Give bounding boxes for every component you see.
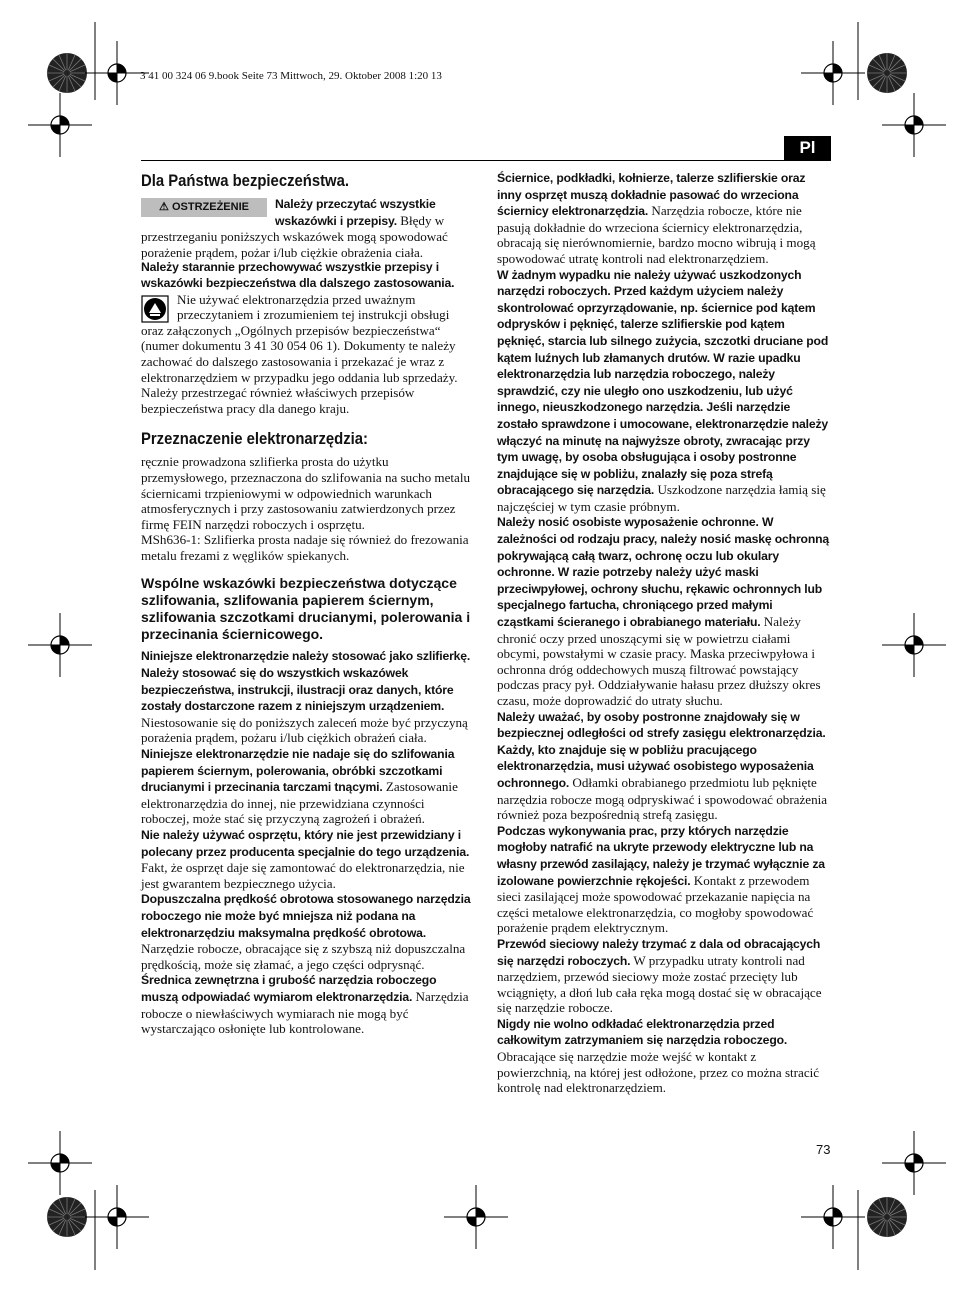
manual-paragraph: Nie używać elektronarzędzia przed uważnym przeczytaniem i zrozumieniem tej instrukcji obsługi oraz załączonych „Ogólnych przepisów bezpieczeństwa“ (numer dokumentu 3 41 30 054 06 1). Dokumenty te należy zachować do dalszego zastosowania i przekazać je wraz z elektronarzędziem w przypadku jego oddania lub sprzedaży.: [141, 291, 458, 385]
right-para-2: W żadnym wypadku nie należy używać uszkodzonych narzędzi roboczych. Przed każdym użyciem należy skontrolować oprzyrządowanie, np. ściernice pod kątem odprysków i pęknięć, talerze szlifierskie pod kątem pęknięć, starcia lub silnego zużycia, szczotki druciane pod kątem luźnych lub złamanych drutów. W razie upadku elektronarzędzia lub narzędzia roboczego, należy sprawdzić, czy nie uległo ono uszkodzeniu, lub użyć innego, nieuszkodzonego narzędzia. Jeśli narzędzie zostało sprawdzone i umocowane, elektronarzędzie należy włączyć na minutę na najwyższe obroty, zwracając przy tym uwagę, by osoba obsługująca i osoby postronne znajdujące się w pobliżu, znalazły się poza strefą obracającego się narzędzia. Uszkodzone narzędzia łamią się najczęściej w tym czasie próbnym.: [497, 267, 829, 514]
right-para-6: Przewód sieciowy należy trzymać z dala od obracających się narzędzi roboczych. W przypadku utraty kontroli nad narzędziem, przewód sieciowy może zostać przecięty lub wciągnięty, a dłoń lub cała ręka mogą dostać się w obracające się narzędzie robocze.: [497, 936, 822, 1016]
common-para-3: Nie należy używać osprzętu, który nie jest przewidziany i polecany przez producenta specjalnie do tego urządzenia. Fakt, że osprzęt daje się zamontować do elektronarzędzia, nie jest gwarantem bezpiecznego użycia.: [141, 828, 470, 891]
purpose-text-2: MSh636-1: Szlifierka prosta nadaje się również do frezowania metalu frezami z węglików spiekanych.: [141, 532, 469, 563]
language-tab: Pl: [784, 136, 831, 160]
safety-heading: Dla Państwa bezpieczeństwa.: [141, 172, 349, 190]
common-para-2: Niniejsze elektronarzędzie nie nadaje się do szlifowania papierem ściernym, polerowania, obróbki szczotkami drucianymi i przecinania tarczami tnącymi. Zastosowanie elektronarzędzia do innej, nie przewidziana czynności roboczej, może stać się przyczyną zagrożeń i obrażeń.: [141, 747, 458, 827]
file-info-header: 3 41 00 324 06 9.book Seite 73 Mittwoch, 29. Oktober 2008 1:20 13: [140, 70, 442, 82]
right-para-1: Ściernice, podkładki, kołnierze, talerze szlifierskie oraz inny osprzęt muszą dokładnie pasować do wrzeciona ściernicy elektronarzędzia. Narzędzia robocze, które nie pasują dokładnie do wrzeciona ściernicy elektronarzędzia, obracają się nierównomiernie, bardzo mocno wibrują i mogą spowodować utratę kontroli nad elektronarzędziem.: [497, 171, 816, 266]
read-manual-icon: [141, 295, 169, 323]
common-para-1: Niniejsze elektronarzędzie należy stosować jako szlifierkę. Należy stosować się do wszystkich wskazówek bezpieczeństwa, instrukcji, ilustracji oraz danych, które zostały dostarczone razem z niniejszym urządzeniem. Niestosowanie się do poniższych zaleceń może być przyczyną porażenia prądem, pożaru i/lub ciężkich obrażeń ciała.: [141, 649, 471, 746]
right-para-5: Podczas wykonywania prac, przy których narzędzie mogłoby natrafić na ukryte przewody elektryczne lub na własny przewód zasilający, należy je trzymać wyłącznie za izolowane powierzchnie rękojeści. Kontakt z przewodem sieci zasilającej może spowodować przekazanie napięcia na części metalowe elektronarzędzia, co mogłoby spowodować porażenie prądem elektrycznym.: [497, 823, 825, 936]
common-para-4: Dopuszczalna prędkość obrotowa stosowanego narzędzia roboczego nie może być mniejsza niż podana na elektronarzędziu maksymalna prędkość obrotowa. Narzędzie robocze, obracające się z szybszą niż dopuszczalna prędkością, może się złamać, a jego części odprysnąć.: [141, 892, 471, 972]
regional-regulations: Należy przestrzegać również właściwych przepisów bezpieczeństwa pracy dla danego kraju.: [141, 385, 415, 416]
top-rule: [141, 160, 831, 161]
warning-label: ⚠ OSTRZEŻENIE: [141, 198, 267, 217]
right-para-3: Należy nosić osobiste wyposażenie ochronne. W zależności od rodzaju pracy, należy nosić maskę ochronną pokrywającą całą twarz, ochronę oczu lub okulary ochronne. W razie potrzeby należy użyć maski przeciwpyłowej, ochrony słuchu, rękawic ochronnych lub specjalnego fartucha, chroniącego przed małymi cząstkami ścieranego i obrabianego materiału. Należy chronić oczy przed unoszącymi się w powietrzu ciałami obcymi, powstałymi w czasie pracy. Maska przeciwpyłowa i ochronna dróg oddechowych muszą filtrować powstający podczas pracy pył. Oddziaływanie hałasu przez dłuższy okres czasu, może doprowadzić do utraty słuchu.: [497, 515, 830, 708]
keep-instructions: Należy starannie przechowywać wszystkie przepisy i wskazówki bezpieczeństwa dla dalszego zastosowania.: [141, 260, 455, 290]
common-safety-heading: Wspólne wskazówki bezpieczeństwa dotyczące szlifowania, szlifowania papierem ściernym, szlifowania szczotkami drucianymi, polerowania i przecinania ściernicowego.: [141, 575, 471, 643]
right-para-4: Należy uważać, by osoby postronne znajdowały się w bezpiecznej odległości od strefy zasięgu elektronarzędzia. Każdy, kto znajduje się w pobliżu pracującego elektronarzędzia, musi używać osobistego wyposażenia ochronnego. Odłamki obrabianego przedmiotu lub pęknięte narzędzia robocze mogą odpryskiwać i spowodować obrażenia również poza bezpośrednią strefą zasięgu.: [497, 709, 828, 823]
common-para-5: Średnica zewnętrzna i grubość narzędzia roboczego muszą odpowiadać wymiarom elektronarzędzia. Narzędzia robocze o niewłaściwych wymiarach nie mogą być wystarczająco osłonięte lub kontrolowane.: [141, 973, 469, 1037]
left-column: [141, 170, 475, 1037]
purpose-heading: Przeznaczenie elektronarzędzia:: [141, 430, 368, 449]
right-column: [497, 170, 831, 1096]
warning-paragraph: ⚠ OSTRZEŻENIE Należy przeczytać wszystkie wskazówki i przepisy. Błędy w przestrzeganiu poniższych wskazówek mogą spowodować porażenie prądem, pożar i/lub ciężkie obrażenia ciała.: [141, 197, 448, 260]
purpose-text-1: ręcznie prowadzona szlifierka prosta do użytku przemysłowego, przeznaczona do szlifowania na sucho metalu ściernicami trzpieniowymi w odpowiednich warunkach atmosferycznych i przy zastosowaniu zatwierdzonych przez firmę FEIN narzędzi roboczych i osprzętu.: [141, 454, 471, 532]
right-para-7: Nigdy nie wolno odkładać elektronarzędzia przed całkowitym zatrzymaniem się narzędzia roboczego. Obracające się narzędzie może wejść w kontakt z powierzchnią, na której jest odłożone, przez co można stracić kontrolę nad elektronarzędziem.: [497, 1016, 820, 1096]
page-number: 73: [816, 1142, 831, 1157]
warning-triangle-icon: ⚠: [159, 201, 169, 213]
